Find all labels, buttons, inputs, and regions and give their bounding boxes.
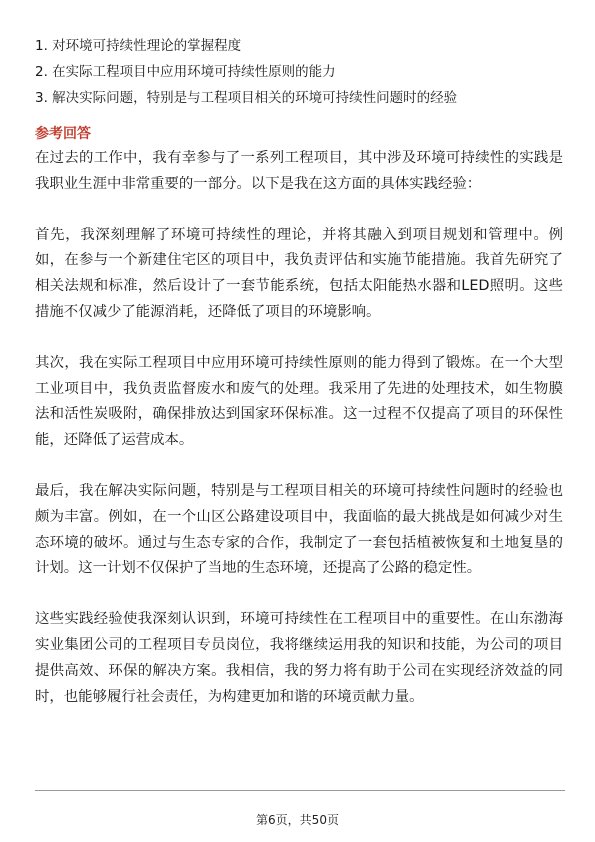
answer-paragraph: 首先，我深刻理解了环境可持续性的理论，并将其融入到项目规划和管理中。例如，在参与一个新建住宅区的项目中，我负责评估和实施节能措施。我首先研究了相关法规和标准，然后设计了一套节能系统，包括太阳能热水器和LED照明。这些措施不仅减少了能源消耗，还降低了项目的环境影响。 [35,226,563,320]
criteria-item: 2. 在实际工程项目中应用环境可持续性原则的能力 [35,64,336,80]
page-number: 第6页，共50页 [256,813,339,827]
evaluation-criteria-list [35,33,565,111]
footer-divider [35,790,565,791]
answer-paragraph: 其次，我在实际工程项目中应用环境可持续性原则的能力得到了锻炼。在一个大型工业项目中，我负责监督废水和废气的处理。我采用了先进的处理技术，如生物膜法和活性炭吸附，确保排放达到国家环保标准。这一过程不仅提高了项目的环保性能，还降低了运营成本。 [35,354,563,449]
criteria-item: 1. 对环境可持续性理论的掌握程度 [35,38,242,54]
answer-paragraph: 在过去的工作中，我有幸参与了一系列工程项目，其中涉及环境可持续性的实践是我职业生涯中非常重要的一部分。以下是我在这方面的具体实践经验： [35,150,563,192]
criteria-item: 3. 解决实际问题，特别是与工程项目相关的环境可持续性问题时的经验 [35,90,458,106]
answer-paragraph: 这些实践经验使我深刻认识到，环境可持续性在工程项目中的重要性。在山东渤海实业集团公司的工程项目专员岗位，我将继续运用我的知识和技能，为公司的项目提供高效、环保的解决方案。我相信，我的努力将有助于公司在实现经济效益的同时，也能够履行社会责任，为构建更加和谐的环境贡献力量。 [35,611,563,705]
answer-paragraph: 最后，我在解决实际问题，特别是与工程项目相关的环境可持续性问题时的经验也颇为丰富。例如，在一个山区公路建设项目中，我面临的最大挑战是如何减少对生态环境的破坏。通过与生态专家的合作，我制定了一套包括植被恢复和土地复垦的计划。这一计划不仅保护了当地的生态环境，还提高了公路的稳定性。 [35,482,563,577]
answer-heading: 参考回答 [35,126,91,142]
answer-body [35,146,563,710]
